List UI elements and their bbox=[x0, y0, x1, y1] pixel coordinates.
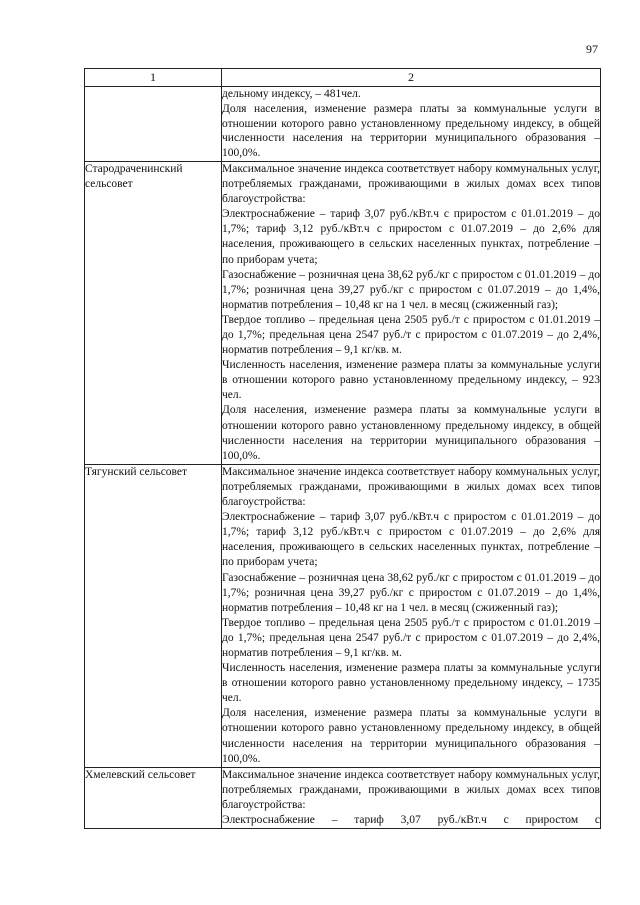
page-number: 97 bbox=[586, 42, 598, 56]
paragraph: Численность населения, изменение размера платы за коммунальные услуги в отношении которого равно установленному предельному индексу, – 1735 чел. bbox=[222, 662, 600, 705]
paragraph: Электроснабжение – тариф 3,07 руб./кВт.ч с приростом с bbox=[222, 814, 600, 827]
description-cell bbox=[222, 767, 601, 828]
paragraph: Твердое топливо – предельная цена 2505 руб./т с приростом с 01.01.2019 – до 1,7%; предельная цена 2547 руб./т с приростом с 01.07.2019 – до 2,4%, норматив потребления – 9,1 кг/кв. м. bbox=[222, 616, 600, 659]
region-cell bbox=[85, 87, 222, 162]
paragraph: Газоснабжение – розничная цена 38,62 руб./кг с приростом с 01.01.2019 – до 1,7%; розничная цена 39,27 руб./кг с приростом с 01.07.2019 – до 1,4%, норматив потребления – 10,48 кг на 1 чел. в месяц (сжиженный газ); bbox=[222, 268, 600, 311]
paragraph: Численность населения, изменение размера платы за коммунальные услуги в отношении которого равно установленному предельному индексу, – 923 чел. bbox=[222, 359, 600, 402]
description-cell bbox=[222, 87, 601, 162]
region-cell: Тягунский сельсовет bbox=[85, 464, 222, 767]
paragraph: Доля населения, изменение размера платы за коммунальные услуги в отношении которого равно установленному предельному индексу, в общей численности населения на территории муниципального образования – 100,0%. bbox=[222, 404, 600, 462]
paragraph: Доля населения, изменение размера платы за коммунальные услуги в отношении которого равно установленному предельному индексу, в общей численности населения на территории муниципального образования – 100,0%. bbox=[222, 707, 600, 765]
paragraph: Электроснабжение – тариф 3,07 руб./кВт.ч с приростом с 01.01.2019 – до 1,7%; тариф 3,12 руб./кВт.ч с приростом с 01.07.2019 – до 2,6% для населения, проживающего в сельских населенных пунктах, потребление – по приборам учета; bbox=[222, 208, 600, 266]
table-row bbox=[85, 464, 601, 767]
paragraph: дельному индексу, – 481чел. bbox=[222, 88, 361, 100]
column-header-1: 1 bbox=[85, 69, 222, 87]
paragraph: Электроснабжение – тариф 3,07 руб./кВт.ч с приростом с 01.01.2019 – до 1,7%; тариф 3,12 руб./кВт.ч с приростом с 01.07.2019 – до 2,6% для населения, проживающего в сельских населенных пунктах, потребление – по приборам учета; bbox=[222, 511, 600, 569]
table-row bbox=[85, 87, 601, 162]
paragraph: Максимальное значение индекса соответствует набору коммунальных услуг, потребляемых гражданами, проживающими в жилых домах всех типов благоустройства: bbox=[222, 768, 600, 811]
paragraph: Доля населения, изменение размера платы за коммунальные услуги в отношении которого равно установленному предельному индексу, в общей численности населения на территории муниципального образования – 100,0%. bbox=[222, 102, 600, 160]
paragraph: Твердое топливо – предельная цена 2505 руб./т с приростом с 01.01.2019 – до 1,7%; предельная цена 2547 руб./т с приростом с 01.07.2019 – до 2,4%, норматив потребления – 9,1 кг/кв. м. bbox=[222, 313, 600, 357]
paragraph: Газоснабжение – розничная цена 38,62 руб./кг с приростом с 01.01.2019 – до 1,7%; розничная цена 39,27 руб./кг с приростом с 01.07.2019 – до 1,4%, норматив потребления – 10,48 кг на 1 чел. в месяц (сжиженный газ); bbox=[222, 571, 600, 614]
index-table bbox=[84, 68, 601, 829]
region-cell: Стародраченинский сельсовет bbox=[85, 161, 222, 464]
table-row bbox=[85, 161, 601, 464]
description-cell bbox=[222, 161, 601, 464]
paragraph: Максимальное значение индекса соответствует набору коммунальных услуг, потребляемых гражданами, проживающими в жилых домах всех типов благоустройства: bbox=[222, 465, 600, 509]
paragraph: Максимальное значение индекса соответствует набору коммунальных услуг, потребляемых гражданами, проживающими в жилых домах всех типов благоустройства: bbox=[222, 162, 600, 206]
description-cell bbox=[222, 464, 601, 767]
column-header-2: 2 bbox=[222, 69, 601, 87]
table-header-row bbox=[85, 69, 601, 87]
region-cell: Хмелевский сельсовет bbox=[85, 767, 222, 828]
table-row bbox=[85, 767, 601, 828]
